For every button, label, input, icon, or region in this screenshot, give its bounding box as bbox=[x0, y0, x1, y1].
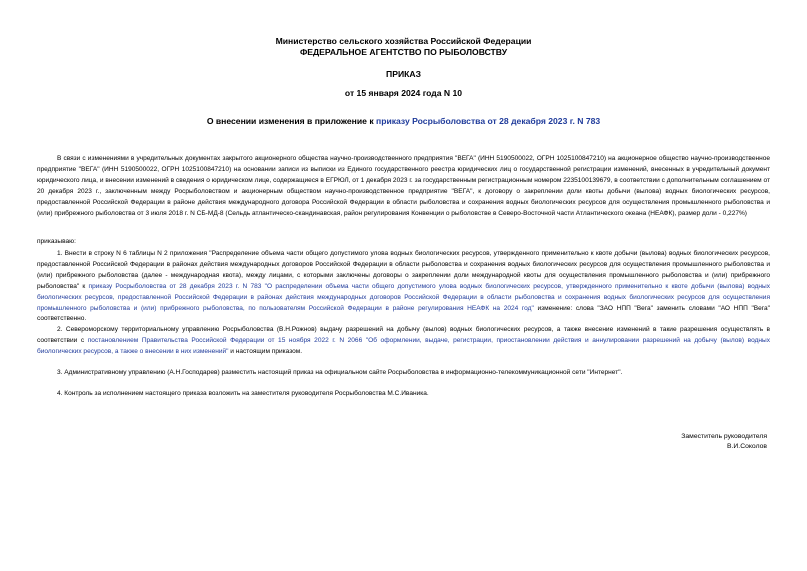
ministry-heading: Министерство сельского хозяйства Российской Федерации bbox=[275, 36, 532, 46]
item-1-text: 1. Внести в строку N 6 таблицы N 2 приложения "Распределение объема части общего допустимого улова водных биологических ресурсов, утвержденного применительно к квоте добычи (вылова) водных биологических ресурсов, предоставленной Российской Федерации в районах действия международных договоров Российской Федерации в области рыболовства и сохранения водных биологических ресурсов для осуществления промышленного рыболовства и (или) прибрежного рыболовства (далее - международная квота), между лицами, с которыми заключены договоры о закреплении доли международной квоты для осуществления промышленного рыболовства и (или) прибрежного рыболовства" к bbox=[37, 250, 770, 290]
item-1-order-link[interactable]: приказу Росрыболовства от 28 декабря 2023 г. N 783 "О распределении объема части общего допустимого улова водных биологических ресурсов, утвержденного применительно к квоте добычи (вылова) водных биологических ресурсов, предоставленной Российской Федерации в районах действия международных договоров Российской Федерации в области рыболовства и сохранения водных биологических ресурсов для осуществления промышленного рыболовства и (или) прибрежного рыболовства, по пользователям Российской Федерации в районе регулирования НЕАФК на 2024 год" bbox=[37, 282, 770, 312]
item-3-paragraph: 3. Административному управлению (А.Н.Господарев) разместить настоящий приказ на официальном сайте Росрыболовства в информационно-телекоммуникационной сети "Интернет". bbox=[57, 369, 623, 376]
item-2-decree-link[interactable]: постановлением Правительства Российской Федерации от 15 ноября 2022 г. N 2066 "Об оформлении, выдаче, регистрации, приостановлении действия и аннулировании разрешений на добычу (вылов) водных биологических ресурсов, а также о внесении в них изменений" bbox=[37, 336, 770, 355]
item-2-tail: и настоящим приказом. bbox=[228, 347, 303, 355]
item-1-tail: изменение: слова "ЗАО НПП "Вега" заменить словами "АО НПП "Вега" соответственно. bbox=[37, 304, 770, 323]
item-2-paragraph bbox=[37, 325, 770, 358]
agency-heading: ФЕДЕРАЛЬНОЕ АГЕНТСТВО ПО РЫБОЛОВСТВУ bbox=[299, 47, 508, 57]
item-1-paragraph bbox=[37, 249, 770, 325]
subject-prefix: О внесении изменения в приложение к bbox=[206, 116, 377, 126]
intro-paragraph: В связи с изменениями в учредительных документах закрытого акционерного общества научно-производственного предприятия "ВЕГА" (ИНН 5190500022, ОГРН 1025100847210) на акционерное общество научно-производственное предприятие "ВЕГА" (ИНН 5190500022, ОГРН 1025100847210) на основании записи из выписки из Единого государственного реестра юридических лиц о государственной регистрации изменений, внесенных в учредительный документ юридического лица, и внесении изменений в сведения о юридическом лице, содержащиеся в ЕГРЮЛ, от 1 декабря 2023 г. за государственным регистрационным номером 2235100139679, в соответствии с дополнительным соглашением от 20 декабря 2023 г., заключенным между Росрыболовством и акционерным обществом научно-производственное предприятие "ВЕГА", к договору о закреплении доли квоты добычи (вылова) водных биологических ресурсов, предоставленной Российской Федерации в районе действия международного договора Российской Федерации в области рыболовства и сохранения водных биологических ресурсов для осуществления промышленного рыболовства и (или) прибрежного рыболовства от 3 июля 2018 г. N СБ-МД-8 (Сельдь атлантическо-скандинавская, район регулирования Конвенции о рыболовстве в Северо-Восточной части Атлантического океана (НЕАФК), размер доли - 0,227%) bbox=[37, 155, 770, 217]
document-type-heading: ПРИКАЗ bbox=[386, 69, 421, 79]
signatory-title: Заместитель руководителя bbox=[681, 433, 767, 440]
order-word: приказываю: bbox=[37, 238, 76, 245]
signatory-name: В.И.Соколов bbox=[727, 443, 767, 450]
document-subject bbox=[0, 115, 807, 127]
document-date-number: от 15 января 2024 года N 10 bbox=[344, 88, 463, 98]
subject-order-link[interactable]: приказу Росрыболовства от 28 декабря 2023 г. N 783 bbox=[376, 116, 601, 126]
item-4-paragraph: 4. Контроль за исполнением настоящего приказа возложить на заместителя руководителя Росрыболовства М.С.Иваника. bbox=[57, 390, 429, 397]
item-2-text: 2. Североморскому территориальному управлению Росрыболовства (В.Н.Рожнов) выдачу разрешений на добычу (вылов) водных биологических ресурсов, а также внесение изменений в такие разрешения осуществлять в соответствии с bbox=[37, 326, 770, 344]
